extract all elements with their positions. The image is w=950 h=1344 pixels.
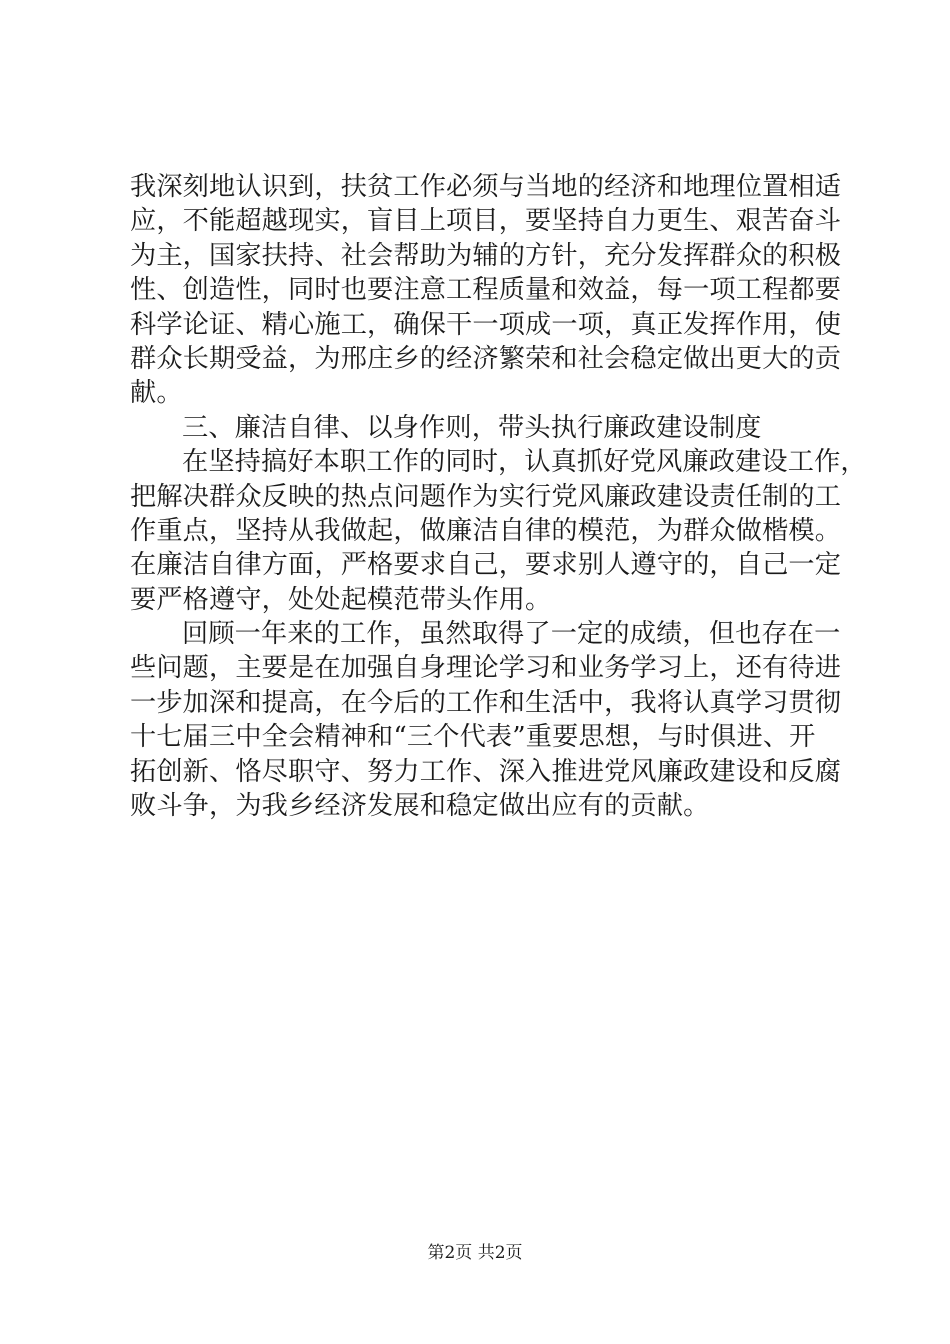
- text-line: 科学论证、精心施工，确保干一项成一项，真正发挥作用，使: [130, 309, 842, 340]
- text-line: 些问题，主要是在加强自身理论学习和业务学习上，还有待进: [130, 653, 842, 684]
- text-line: 在坚持搞好本职工作的同时，认真抓好党风廉政建设工作，: [182, 447, 867, 478]
- text-line: 把解决群众反映的热点问题作为实行党风廉政建设责任制的工: [130, 481, 842, 512]
- text-line: 十七届三中全会精神和“三个代表”重要思想，与时俱进、开: [130, 722, 816, 753]
- text-line: 败斗争，为我乡经济发展和稳定做出应有的贡献。: [130, 791, 710, 822]
- text-line: 应，不能超越现实，盲目上项目，要坚持自力更生、艰苦奋斗: [130, 206, 842, 237]
- text-line: 为主，国家扶持、社会帮助为辅的方针，充分发挥群众的积极: [130, 240, 842, 271]
- page-number-footer: 第2页 共2页: [427, 1243, 523, 1263]
- text-line: 在廉洁自律方面，严格要求自己，要求别人遵守的，自己一定: [130, 550, 842, 581]
- text-line: 我深刻地认识到，扶贫工作必须与当地的经济和地理位置相适: [130, 172, 842, 202]
- text-line: 要严格遵守，处处起模范带头作用。: [130, 584, 552, 615]
- text-line: 群众长期受益，为邢庄乡的经济繁荣和社会稳定做出更大的贡: [130, 343, 842, 374]
- text-line: 献。: [130, 378, 183, 409]
- text-line: 性、创造性，同时也要注意工程质量和效益，每一项工程都要: [130, 275, 842, 306]
- text-line: 拓创新、恪尽职守、努力工作、深入推进党风廉政建设和反腐: [130, 756, 842, 787]
- section-heading: 三、廉洁自律、以身作则，带头执行廉政建设制度: [182, 412, 762, 443]
- document-body: [130, 170, 867, 823]
- text-line: 一步加深和提高，在今后的工作和生活中，我将认真学习贯彻: [130, 687, 842, 718]
- text-line: 回顾一年来的工作，虽然取得了一定的成绩，但也存在一: [182, 619, 841, 650]
- text-line: 作重点，坚持从我做起，做廉洁自律的模范，为群众做楷模。: [130, 515, 842, 546]
